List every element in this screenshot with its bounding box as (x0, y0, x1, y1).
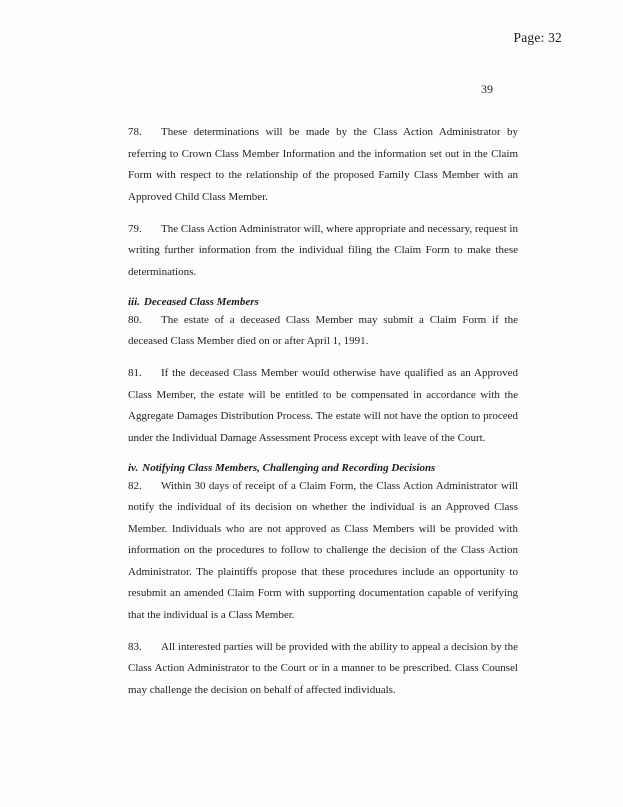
paragraph-number: 81. (128, 367, 142, 379)
paragraph-82 (128, 476, 518, 627)
paragraph-number: 80. (128, 313, 142, 326)
paragraph-79 (128, 219, 518, 284)
document-body (128, 122, 518, 712)
paragraph-number: 83. (128, 640, 142, 653)
section-heading-iv (128, 460, 518, 476)
paragraph-81 (128, 363, 518, 449)
paragraph-text: All interested parties will be provided with the ability to appeal a decision by the Class Action Administrator to the Court or in a manner to be prescribed. Class Counsel may challenge the decision on behalf of affected individuals. (128, 640, 518, 696)
paragraph-text: These determinations will be made by the Class Action Administrator by referring to Crown Class Member Information and the information set out in the Claim Form with respect to the relationship of the proposed Family Class Member with an Approved Child Class Member. (128, 126, 518, 203)
paragraph-80 (128, 310, 518, 353)
heading-text: Deceased Class Members (143, 295, 259, 308)
paragraph-number: 78. (128, 126, 142, 138)
section-heading-iii (128, 294, 518, 310)
page-header-label: Page: 32 (513, 30, 562, 45)
paragraph-83 (128, 637, 518, 702)
paragraph-text: The Class Action Administrator will, where appropriate and necessary, request in writing further information from the individual filing the Claim Form to make these determinations. (128, 222, 518, 278)
paragraph-text: If the deceased Class Member would otherwise have qualified as an Approved Class Member, the estate will be entitled to be compensated in accordance with the Aggregate Damages Distribution Process. The estate will not have the option to proceed under the Individual Damage Assessment Process except with leave of the Court. (128, 367, 518, 444)
paragraph-78 (128, 122, 518, 208)
paragraph-number: 82. (128, 479, 142, 492)
heading-text: Notifying Class Members, Challenging and Recording Decisions (142, 461, 436, 474)
paragraph-number: 79. (128, 222, 142, 235)
paragraph-text: Within 30 days of receipt of a Claim Form, the Class Action Administrator will notify the individual of its decision on whether the individual is an Approved Class Member. Individuals who are not approved as Class Members will be provided with information on the procedures to follow to challenge the decision of the Class Action Administrator. The plaintiffs propose that these procedures include an opportunity to resubmit an amended Claim Form with supporting documentation capable of verifying that the individual is a Class Member. (128, 479, 518, 621)
folio-page-number: 39 (481, 82, 493, 96)
paragraph-text: The estate of a deceased Class Member may submit a Claim Form if the deceased Class Member died on or after April 1, 1991. (128, 313, 518, 347)
heading-label: iv. (128, 461, 139, 474)
heading-label: iii. (128, 295, 140, 308)
